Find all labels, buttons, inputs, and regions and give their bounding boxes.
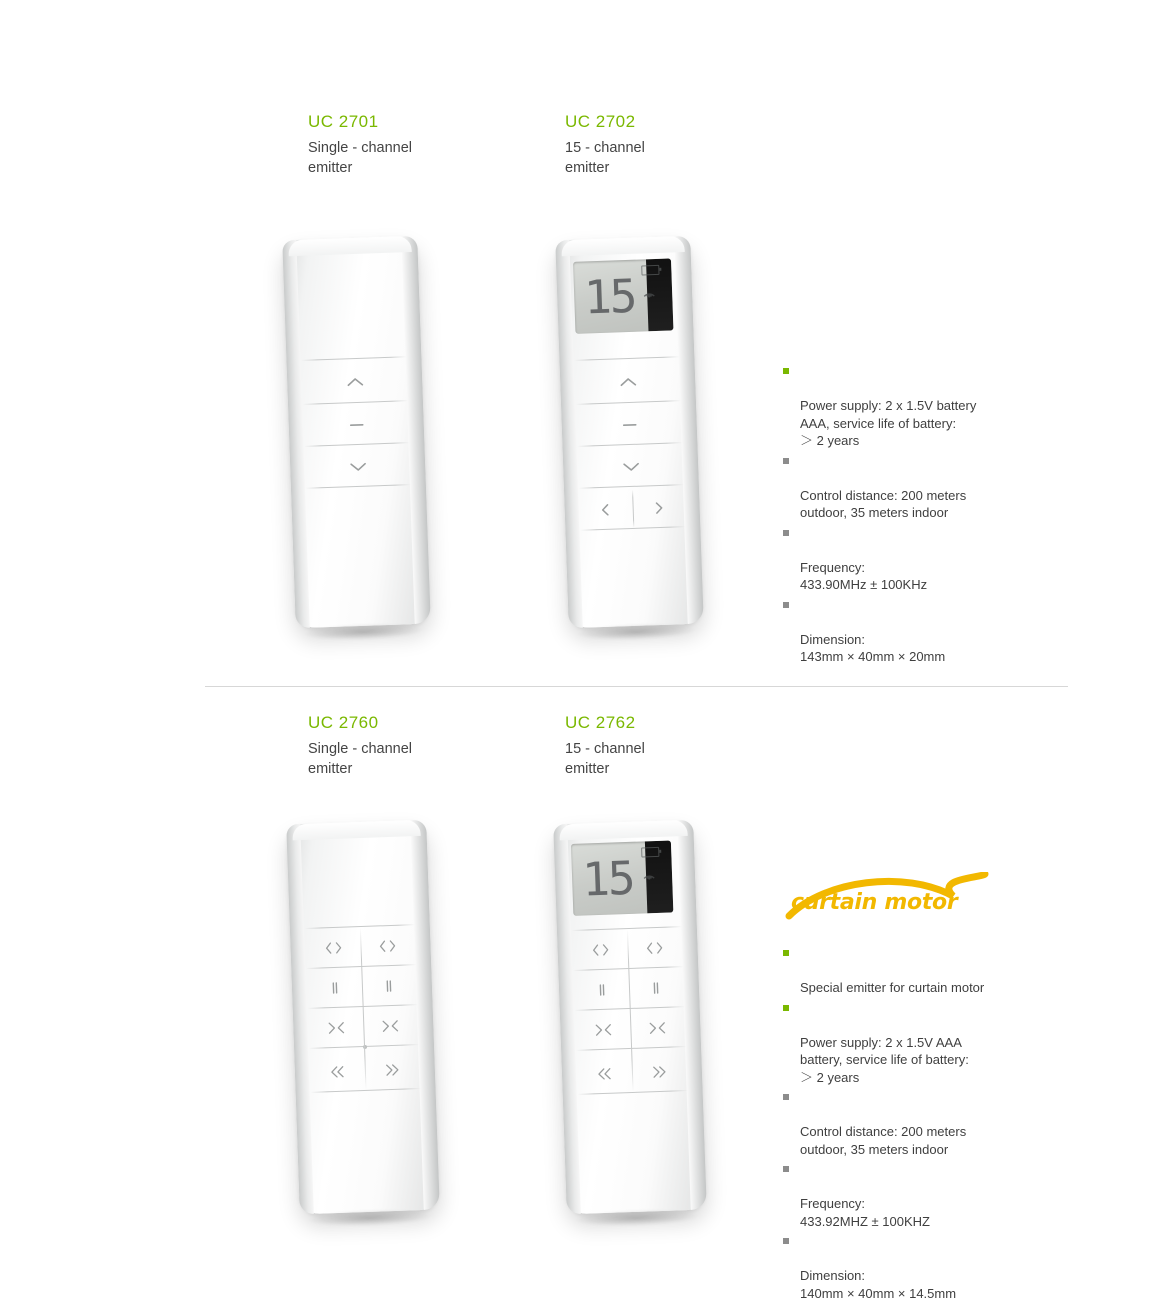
up-button[interactable] [574,360,681,404]
product-heading-uc2760 [308,713,508,779]
battery-icon [641,847,659,858]
stop-button[interactable] [576,404,683,446]
product-description: Single - channel emitter [308,739,508,779]
product-description: 15 - channel emitter [565,138,765,178]
product-code: UC 2702 [565,112,765,132]
bullet-icon [783,530,789,536]
product-code: UC 2760 [308,713,508,733]
spec-list-bottom [783,944,1083,1304]
product-heading-uc2701 [308,112,508,178]
spec-text: Dimension: 143mm × 40mm × 20mm [800,632,945,665]
product-description: 15 - channel emitter [565,739,765,779]
spec-item [783,362,1083,450]
bullet-icon [783,1094,789,1100]
spec-item [783,1232,1083,1302]
battery-icon [641,265,659,276]
product-heading-uc2762 [565,713,765,779]
drop-shadow [308,1208,432,1228]
remote-uc2762 [553,820,707,1215]
channel-next-button[interactable] [631,1052,687,1092]
close-button-1[interactable] [308,1008,364,1048]
bullet-icon [783,458,789,464]
channel-prev-button[interactable] [577,1054,633,1094]
open-close-button-2[interactable] [360,926,416,966]
open-close-button-1[interactable] [572,930,628,970]
pause-button-2[interactable] [361,966,417,1006]
remote-uc2701 [282,236,430,628]
spec-text: Frequency: 433.92MHZ ± 100KHZ [800,1196,930,1229]
open-close-button-2[interactable] [627,928,683,968]
product-description: Single - channel emitter [308,138,508,178]
drop-shadow [304,622,423,642]
bullet-icon [783,368,789,374]
button-area [574,356,685,535]
remote-uc2702 [555,236,703,628]
product-code: UC 2762 [565,713,765,733]
down-button[interactable] [304,446,411,488]
open-close-button-1[interactable] [305,928,361,968]
down-button[interactable] [577,446,684,488]
button-area [301,356,411,490]
spec-item [783,944,1083,997]
product-code: UC 2701 [308,112,508,132]
button-area [305,924,420,1108]
close-button-2[interactable] [363,1006,419,1046]
channel-number: 15 [581,850,634,906]
drop-shadow [577,622,696,642]
stop-button[interactable] [303,404,410,446]
up-button[interactable] [301,360,408,404]
spec-item [783,1160,1083,1230]
lcd-screen [573,258,673,333]
spec-item [783,1088,1083,1158]
signal-icon [640,865,659,884]
bullet-icon [783,1238,789,1244]
button-area [572,926,687,1110]
spec-item [783,999,1083,1087]
logo-text: curtain motor [791,890,957,915]
spec-text: Frequency: 433.90MHz ± 100KHz [800,560,927,593]
channel-next-button[interactable] [632,488,686,528]
spec-text: Dimension: 140mm × 40mm × 14.5mm [800,1268,956,1301]
pause-button-1[interactable] [307,968,363,1008]
signal-icon [640,283,659,302]
spec-item [783,452,1083,522]
spec-text: Special emitter for curtain motor [800,980,984,995]
bullet-icon [783,1166,789,1172]
bullet-icon [783,602,789,608]
remote-uc2760 [286,820,440,1215]
channel-number: 15 [583,268,636,324]
section-divider [205,686,1068,687]
pause-button-2[interactable] [628,968,684,1008]
pause-button-1[interactable] [574,970,630,1010]
spec-text: Control distance: 200 meters outdoor, 35 meters indoor [800,1124,966,1157]
bullet-icon [783,1005,789,1011]
spec-text: Power supply: 2 x 1.5V AAA battery, service life of battery: ＞ 2 years [800,1035,969,1085]
close-button-2[interactable] [630,1008,686,1048]
product-heading-uc2702 [565,112,765,178]
drop-shadow [575,1208,699,1228]
rewind-button[interactable] [310,1052,366,1092]
lcd-screen [571,840,673,915]
spec-item [783,596,1083,666]
spec-text: Power supply: 2 x 1.5V battery AAA, service life of battery: ＞ 2 years [800,398,976,448]
close-button-1[interactable] [575,1010,631,1050]
spec-text: Control distance: 200 meters outdoor, 35 meters indoor [800,488,966,521]
bullet-icon [783,950,789,956]
channel-prev-button[interactable] [579,490,633,530]
forward-button[interactable] [364,1050,420,1090]
spec-item [783,524,1083,594]
curtain-motor-logo [785,872,1015,928]
spec-list-top [783,362,1083,668]
